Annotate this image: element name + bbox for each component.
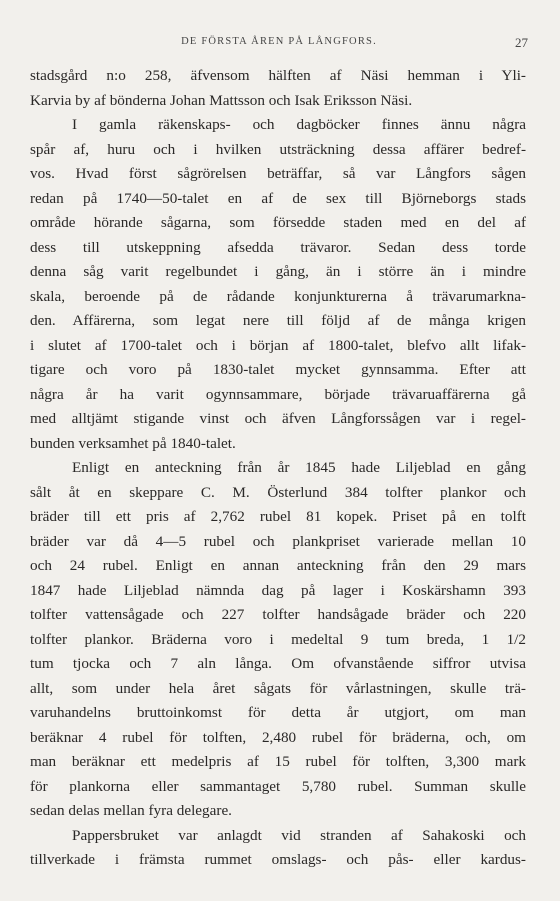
text-line: område hörande sågarna, som försedde staden med en del af [30, 214, 526, 231]
text-line: stadsgård n:o 258, äfvensom hälften af Näsi hemman i Yli- [30, 67, 526, 84]
text-line: för plankorna eller sammantaget 5,780 rubel. Summan skulle [30, 777, 526, 795]
text-line: tigare och voro på 1830-talet mycket gynnsamma. Efter att [30, 361, 526, 378]
text-line: sålt åt en skeppare C. M. Österlund 384 tolfter plankor och [30, 483, 526, 501]
text-line: bräder var då 4—5 rubel och plankpriset varierade mellan 10 [30, 532, 526, 550]
text-line: tolfter vattensågade och 227 tolfter handsågade bräder och 220 [30, 606, 526, 623]
text-line: spår af, huru och i hvilken utsträckning dessa affärer bedref- [30, 140, 526, 158]
text-line: tolfter plankor. Bräderna voro i medeltal 9 tum breda, 1 1/2 [30, 630, 526, 648]
running-title: DE FÖRSTA ÅREN PÅ LÅNGFORS. [181, 36, 377, 47]
text-line: skala, beroende på de rådande konjunkturerna å trävarumarkna- [30, 287, 526, 305]
text-line: bunden verksamhet på 1840-talet. [30, 434, 236, 452]
text-line: vos. Hvad först sågrörelsen beträffar, så var Långfors sågen [30, 165, 526, 182]
text-line: Enligt en anteckning från år 1845 hade Liljeblad en gång [72, 459, 526, 476]
text-line: redan på 1740—50-talet en af de sex till Björneborgs stads [30, 189, 526, 207]
text-line: beräknar 4 rubel för tolften, 2,480 rubel för bräderna, och, om [30, 728, 526, 746]
text-line: denna såg varit regelbundet i gång, än i större än i mindre [30, 263, 526, 280]
text-line: och 24 rubel. Enligt en annan anteckning från den 29 mars [30, 557, 526, 574]
body-text [30, 64, 526, 873]
text-line: några år ha varit ogynnsammare, började trävaruaffärerna gå [30, 385, 526, 403]
text-line: tum tjocka och 7 aln långa. Om ofvanstående siffror utvisa [30, 655, 526, 672]
text-line: bräder till ett pris af 2,762 rubel 81 kopek. Priset på en tolft [30, 508, 526, 525]
text-line: Karvia by af bönderna Johan Mattsson och Isak Eriksson Näsi. [30, 91, 413, 109]
text-line: sedan delas mellan fyra delegare. [30, 802, 232, 819]
text-line: tillverkade i främsta rummet omslags- och pås- eller kardus- [30, 851, 526, 868]
text-line: den. Affärerna, som legat nere till följd af de många krigen [30, 312, 526, 329]
text-line: dess till utskeppning afsedda trävaror. Sedan dess torde [30, 238, 526, 256]
text-line: allt, som under hela året sågats för vårlastningen, skulle trä- [30, 679, 526, 697]
text-line: i slutet af 1700-talet och i början af 1800-talet, blefvo allt lifak- [30, 336, 526, 354]
page-number: 27 [515, 35, 528, 50]
text-line: I gamla räkenskaps- och dagböcker finnes ännu några [72, 116, 526, 133]
text-line: man beräknar ett medelpris af 15 rubel för tolften, 3,300 mark [30, 753, 526, 770]
running-header [30, 36, 528, 52]
text-line: Pappersbruket var anlagdt vid stranden af Sahakoski och [72, 826, 526, 844]
text-line: 1847 hade Liljeblad nämnda dag på lager i Koskärshamn 393 [30, 581, 526, 599]
text-line: varuhandelns bruttoinkomst för detta år utgjort, om man [30, 704, 526, 721]
text-line: med alltjämt stigande vinst och äfven Långforssågen var i regel- [30, 410, 526, 427]
